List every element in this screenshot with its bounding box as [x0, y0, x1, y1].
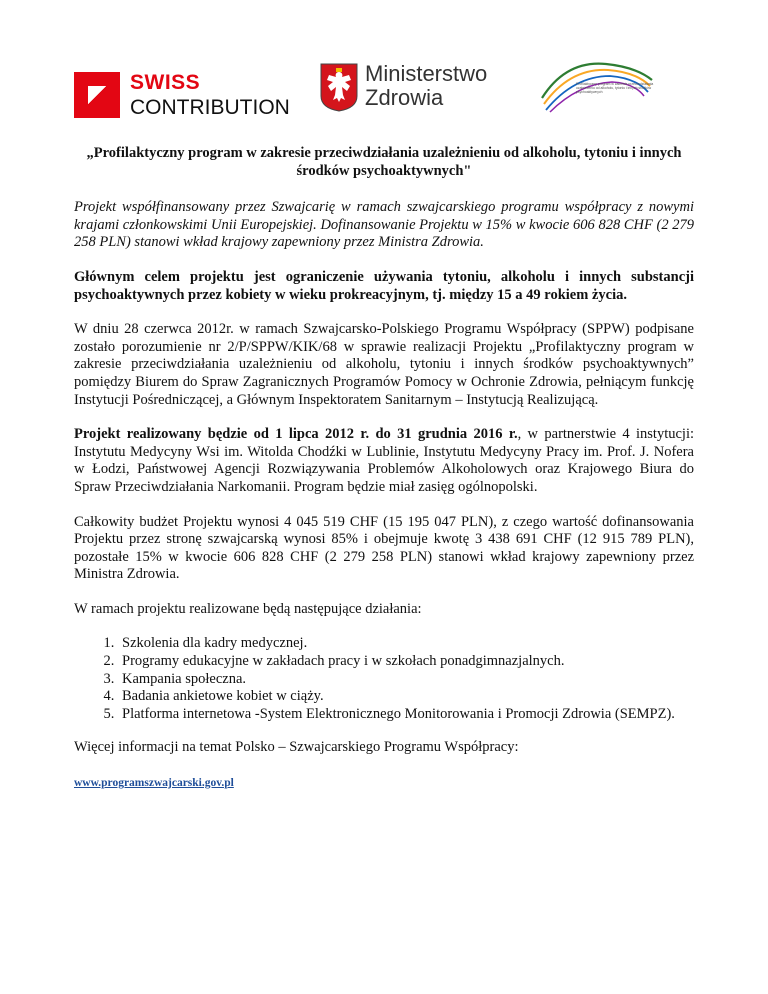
swiss-logo-line1: SWISS	[130, 71, 201, 94]
list-item: 5. Platforma internetowa -System Elektronicznego Monitorowania i Promocji Zdrowia (SEMPZ).	[118, 706, 694, 724]
list-item: 2. Programy edukacyjne w zakładach pracy i w szkołach ponadgimnazjalnych.	[118, 653, 694, 671]
ministry-of-health-logo	[319, 62, 487, 112]
list-item: 1. Szkolenia dla kadry medycznej.	[118, 635, 694, 653]
ministry-logo-line1: Ministerstwo	[365, 61, 488, 86]
more-info-text: Więcej informacji na temat Polsko – Szwajcarskiego Programu Współpracy:	[74, 739, 519, 756]
ministry-logo-line2: Zdrowia	[365, 85, 444, 110]
list-item: 3. Kampania społeczna.	[118, 671, 694, 689]
agreement-paragraph: W dniu 28 czerwca 2012r. w ramach Szwajcarsko-Polskiego Programu Współpracy (SPPW) podpisane zostało porozumienie nr 2/P/SPPW/KIK/68 w sprawie realizacji Projektu „Profilaktyczny program w zakresie przeciwdziałania uzależnieniu od alkoholu, tytoniu i innych środków psychoaktywnych” pomiędzy Biurem do Spraw Zagranicznych Programów Pomocy w Ochronie Zdrowia, pełniącym funkcję Instytucji Pośredniczącej, a Głównym Inspektoratem Sanitarnym – Instytucją Realizującą.	[74, 321, 694, 408]
activities-intro: W ramach projektu realizowane będą następujące działania:	[74, 600, 422, 617]
funding-paragraph: Projekt współfinansowany przez Szwajcarię w ramach szwajcarskiego programu współpracy z nowymi krajami członkowskimi Unii Europejskiej. Dofinansowanie Projektu w 15% w kwocie 606 828 CHF (2 279 258 PLN) stanowi wkład krajowy zapewniony przez Ministra Zdrowia.	[74, 199, 694, 251]
swiss-logo-icon	[74, 72, 120, 118]
swiss-contribution-logo	[74, 72, 290, 118]
project-partners-text: , w partnerstwie 4 instytucji: Instytutu Medycyny Wsi im. Witolda Chodźki w Lublinie, Instytutu Medycyny Pracy im. Prof. J. Nofera w Łodzi, Państwowej Agencji Rozwiązywania Problemów Alkoholowych oraz Krajowego Biura do Spraw Przeciwdziałania Narkomanii. Program będzie miał zasięg ogólnopolski.	[74, 426, 694, 495]
project-period-paragraph	[74, 426, 694, 496]
activities-list	[74, 635, 694, 723]
program-website-link[interactable]: www.programszwajcarski.gov.pl	[74, 777, 234, 790]
swirl-logo-caption: Profilaktyczny program w zakresie przeciwdziałania uzależnieniu od alkoholu, tytoniu i innych środków psychoaktywnych	[576, 82, 654, 94]
budget-paragraph: Całkowity budżet Projektu wynosi 4 045 519 CHF (15 195 047 PLN), z czego wartość dofinansowania Projektu przez stronę szwajcarską wynosi 85% i obejmuje kwotę 3 438 691 CHF (12 915 789 PLN), pozostałe 15% w kwocie 606 828 CHF (2 279 258 PLN) stanowi wkład krajowy zapewniony przez Ministra Zdrowia.	[74, 513, 694, 583]
logo-header	[74, 58, 694, 120]
list-item: 4. Badania ankietowe kobiet w ciąży.	[118, 688, 694, 706]
document-title: „Profilaktyczny program w zakresie przeciwdziałania uzależnieniu od alkoholu, tytoniu i innych środków psychoaktywnych"	[86, 145, 682, 179]
project-period-dates: Projekt realizowany będzie od 1 lipca 2012 r. do 31 grudnia 2016 r.	[74, 426, 518, 443]
project-goal-paragraph: Głównym celem projektu jest ograniczenie używania tytoniu, alkoholu i innych substancji psychoaktywnych przez kobiety w wieku prokreacyjnym, tj. między 15 a 49 rokiem życia.	[74, 268, 694, 303]
swiss-logo-line2: CONTRIBUTION	[130, 96, 290, 119]
program-swirl-logo-icon	[536, 58, 656, 114]
polish-eagle-emblem-icon	[319, 62, 359, 112]
document-body	[74, 145, 694, 793]
